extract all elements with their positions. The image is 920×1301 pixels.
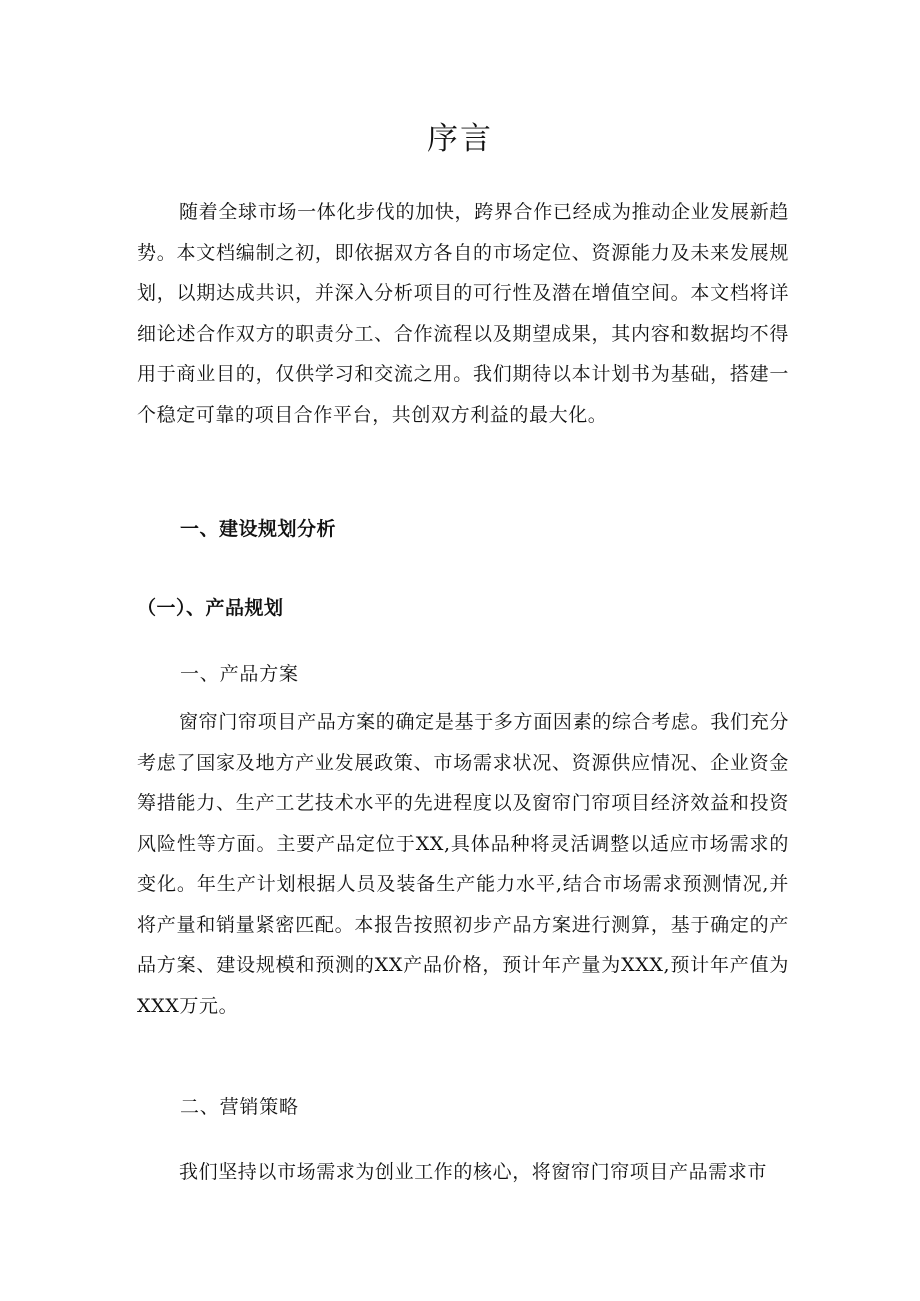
page-title: 序言 [427,121,493,157]
subsection-heading: （一）、产品规划 [137,597,284,619]
product-plan-paragraph: 窗帘门帘项目产品方案的确定是基于多方面因素的综合考虑。我们充分考虑了国家及地方产业发展政策、市场需求状况、资源供应情况、企业资金筹措能力、生产工艺技术水平的先进程度以及窗帘门帘项目经济效益和投资风险性等方面。主要产品定位于XX,具体品种将灵活调整以适应市场需求的变化。年生产计划根据人员及装备生产能力水平,结合市场需求预测情况,并将产量和销量紧密匹配。本报告按照初步产品方案进行测算，基于确定的产品方案、建设规模和预测的XX产品价格，预计年产量为XXX,预计年产值为XXX万元。 [137,711,789,1017]
marketing-paragraph: 我们坚持以市场需求为创业工作的核心，将窗帘门帘项目产品需求市 [179,1161,768,1183]
section-heading: 一、建设规划分析 [180,518,337,540]
item-heading-marketing: 二、营销策略 [180,1096,299,1118]
item-heading-product-plan: 一、产品方案 [180,663,299,685]
preface-paragraph: 随着全球市场一体化步伐的加快，跨界合作已经成为推动企业发展新趋势。本文档编制之初，即依据双方各自的市场定位、资源能力及未来发展规划，以期达成共识，并深入分析项目的可行性及潜在增值空间。本文档将详细论述合作双方的职责分工、合作流程以及期望成果，其内容和数据均不得用于商业目的，仅供学习和交流之用。我们期待以本计划书为基础，搭建一个稳定可靠的项目合作平台，共创双方利益的最大化。 [137,201,789,426]
